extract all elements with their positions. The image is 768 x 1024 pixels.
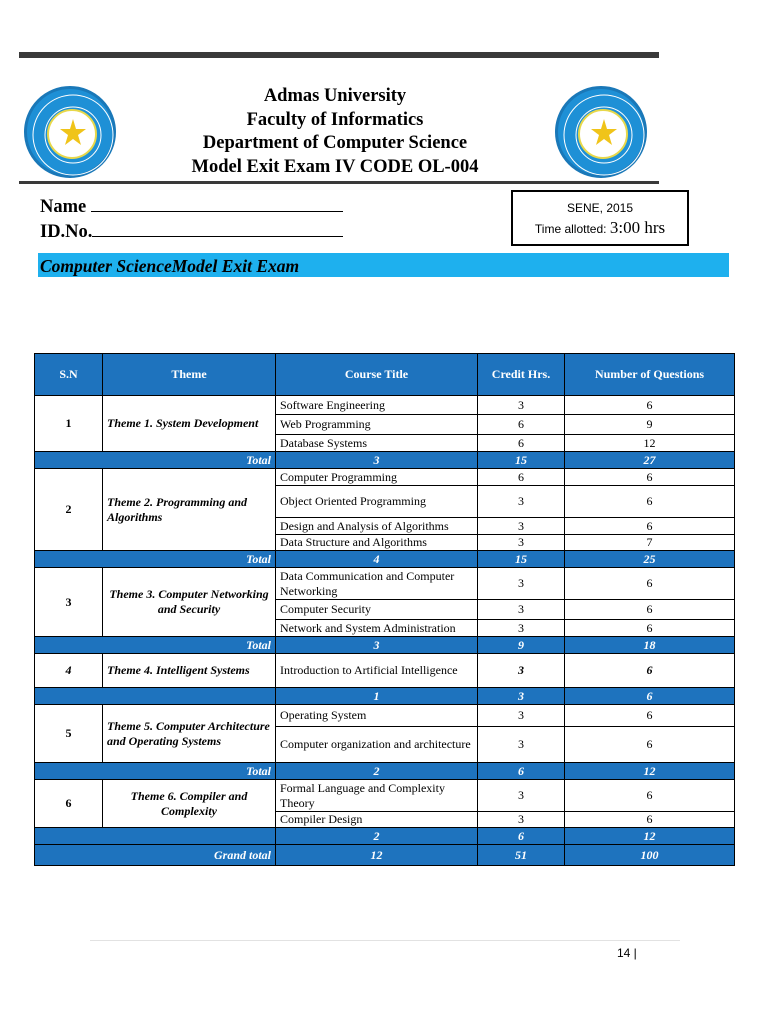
total-courses: 3 xyxy=(276,637,478,654)
question-count: 6 xyxy=(565,780,735,812)
total-row xyxy=(35,637,735,654)
theme-name: Theme 4. Intelligent Systems xyxy=(103,654,276,688)
total-label: Total xyxy=(35,551,276,568)
course-title: Data Structure and Algorithms xyxy=(276,535,478,551)
credit-hours: 3 xyxy=(478,705,565,727)
total-label: Total xyxy=(35,637,276,654)
total-courses: 4 xyxy=(276,551,478,568)
course-title: Compiler Design xyxy=(276,812,478,828)
credit-hours: 6 xyxy=(478,435,565,452)
total-questions: 12 xyxy=(565,828,735,845)
exam-date: SENE, 2015 xyxy=(566,201,634,215)
grand-total-questions: 100 xyxy=(565,845,735,866)
credit-hours: 3 xyxy=(478,654,565,688)
course-title: Software Engineering xyxy=(276,396,478,415)
table-row xyxy=(35,568,735,600)
question-count: 6 xyxy=(565,568,735,600)
page-number: 14 | xyxy=(617,946,637,960)
course-title: Database Systems xyxy=(276,435,478,452)
header-number-of-questions: Number of Questions xyxy=(565,354,735,396)
question-count: 6 xyxy=(565,620,735,637)
credit-hours: 3 xyxy=(478,396,565,415)
footer-rule xyxy=(90,940,680,941)
question-count: 7 xyxy=(565,535,735,551)
total-credit: 15 xyxy=(478,551,565,568)
total-row xyxy=(35,452,735,469)
total-row xyxy=(35,828,735,845)
header-theme: Theme xyxy=(103,354,276,396)
total-label: Total xyxy=(35,452,276,469)
exam-banner: Computer ScienceModel Exit Exam xyxy=(38,253,729,277)
theme-number: 2 xyxy=(35,469,103,551)
total-courses: 2 xyxy=(276,763,478,780)
exam-title: Model Exit Exam IV CODE OL-004 xyxy=(191,156,479,177)
total-courses: 2 xyxy=(276,828,478,845)
id-field[interactable]: ID.No. xyxy=(40,220,343,245)
faculty-name: Faculty of Informatics xyxy=(246,109,424,130)
total-credit: 15 xyxy=(478,452,565,469)
course-title: Design and Analysis of Algorithms xyxy=(276,518,478,535)
theme-number: 6 xyxy=(35,780,103,828)
time-allotted: Time allotted: 3:00 hrs xyxy=(534,218,666,237)
total-credit: 9 xyxy=(478,637,565,654)
name-field[interactable]: Name xyxy=(40,195,343,220)
name-blank[interactable] xyxy=(91,195,343,212)
theme-name: Theme 3. Computer Networking and Security xyxy=(103,568,276,637)
grand-total-row xyxy=(35,845,735,866)
course-title: Web Programming xyxy=(276,415,478,435)
course-title: Object Oriented Programming xyxy=(276,486,478,518)
credit-hours: 3 xyxy=(478,568,565,600)
total-questions: 27 xyxy=(565,452,735,469)
question-count: 6 xyxy=(565,812,735,828)
student-fields xyxy=(40,195,343,245)
question-count: 6 xyxy=(565,727,735,763)
course-title: Computer Programming xyxy=(276,469,478,486)
grand-total-label: Grand total xyxy=(35,845,276,866)
grand-total-credit: 51 xyxy=(478,845,565,866)
header-rule xyxy=(19,181,659,184)
header-sn: S.N xyxy=(35,354,103,396)
theme-number: 1 xyxy=(35,396,103,452)
exam-info-box xyxy=(511,190,689,246)
table-row xyxy=(35,705,735,727)
total-questions: 6 xyxy=(565,688,735,705)
total-row xyxy=(35,688,735,705)
table-row xyxy=(35,469,735,486)
credit-hours: 3 xyxy=(478,600,565,620)
total-questions: 18 xyxy=(565,637,735,654)
course-title: Computer organization and architecture xyxy=(276,727,478,763)
theme-number: 4 xyxy=(35,654,103,688)
id-blank[interactable] xyxy=(92,220,343,237)
time-value: 3:00 hrs xyxy=(609,218,666,237)
university-seal-right-logo xyxy=(555,86,647,178)
credit-hours: 3 xyxy=(478,535,565,551)
course-title: Introduction to Artificial Intelligence xyxy=(276,654,478,688)
header-credit-hrs: Credit Hrs. xyxy=(478,354,565,396)
question-count: 6 xyxy=(565,705,735,727)
exam-blueprint-table xyxy=(34,353,735,866)
total-row xyxy=(35,763,735,780)
credit-hours: 3 xyxy=(478,812,565,828)
grand-total-courses: 12 xyxy=(276,845,478,866)
total-courses: 3 xyxy=(276,452,478,469)
course-title: Network and System Administration xyxy=(276,620,478,637)
course-title: Formal Language and Complexity Theory xyxy=(276,780,478,812)
total-credit: 3 xyxy=(478,688,565,705)
total-row xyxy=(35,551,735,568)
total-label xyxy=(35,688,276,705)
course-title: Operating System xyxy=(276,705,478,727)
university-name: Admas University xyxy=(263,86,407,106)
total-courses: 1 xyxy=(276,688,478,705)
table-row xyxy=(35,396,735,415)
document-header xyxy=(150,85,520,179)
department-name: Department of Computer Science xyxy=(202,133,468,153)
question-count: 6 xyxy=(565,654,735,688)
theme-number: 5 xyxy=(35,705,103,763)
theme-name: Theme 5. Computer Architecture and Operating Systems xyxy=(103,705,276,763)
header-course-title: Course Title xyxy=(276,354,478,396)
credit-hours: 6 xyxy=(478,469,565,486)
question-count: 6 xyxy=(565,600,735,620)
credit-hours: 3 xyxy=(478,518,565,535)
total-label xyxy=(35,828,276,845)
table-header-row xyxy=(35,354,735,396)
theme-name: Theme 2. Programming and Algorithms xyxy=(103,469,276,551)
seal-ring-icon xyxy=(27,89,119,181)
total-credit: 6 xyxy=(478,828,565,845)
table-row xyxy=(35,780,735,812)
credit-hours: 3 xyxy=(478,727,565,763)
credit-hours: 3 xyxy=(478,620,565,637)
question-count: 6 xyxy=(565,486,735,518)
table-row xyxy=(35,654,735,688)
theme-name: Theme 1. System Development xyxy=(103,396,276,452)
credit-hours: 6 xyxy=(478,415,565,435)
university-seal-left-logo xyxy=(24,86,116,178)
question-count: 6 xyxy=(565,518,735,535)
credit-hours: 3 xyxy=(478,486,565,518)
credit-hours: 3 xyxy=(478,780,565,812)
total-credit: 6 xyxy=(478,763,565,780)
question-count: 9 xyxy=(565,415,735,435)
course-title: Computer Security xyxy=(276,600,478,620)
question-count: 6 xyxy=(565,396,735,415)
question-count: 12 xyxy=(565,435,735,452)
course-title: Data Communication and Computer Networking xyxy=(276,568,478,600)
total-questions: 25 xyxy=(565,551,735,568)
total-questions: 12 xyxy=(565,763,735,780)
total-label: Total xyxy=(35,763,276,780)
theme-name: Theme 6. Compiler and Complexity xyxy=(103,780,276,828)
theme-number: 3 xyxy=(35,568,103,637)
question-count: 6 xyxy=(565,469,735,486)
seal-ring-icon xyxy=(558,89,650,181)
top-rule xyxy=(19,52,659,58)
